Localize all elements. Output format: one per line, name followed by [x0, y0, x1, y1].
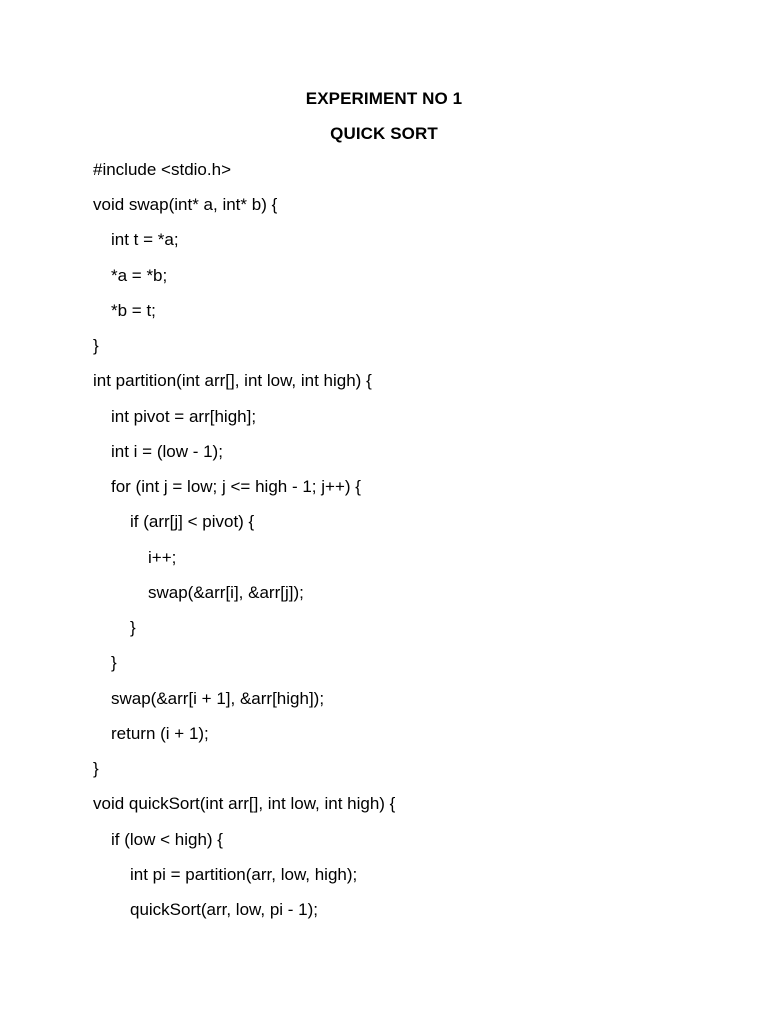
code-line: if (low < high) {	[111, 830, 223, 849]
code-line: }	[111, 653, 117, 672]
code-line: if (arr[j] < pivot) {	[130, 512, 255, 531]
code-line: void quickSort(int arr[], int low, int high) {	[93, 794, 396, 813]
code-line: swap(&arr[i], &arr[j]);	[148, 583, 304, 602]
code-line: }	[93, 759, 99, 778]
code-line: int pi = partition(arr, low, high);	[130, 865, 358, 884]
code-line: int pivot = arr[high];	[111, 407, 257, 426]
code-line: for (int j = low; j <= high - 1; j++) {	[111, 477, 361, 496]
experiment-title: EXPERIMENT NO 1	[305, 89, 463, 108]
experiment-subtitle: QUICK SORT	[330, 124, 438, 143]
code-line: int i = (low - 1);	[111, 442, 223, 461]
code-line: }	[130, 618, 136, 637]
code-line: int partition(int arr[], int low, int high) {	[93, 371, 372, 390]
code-line: void swap(int* a, int* b) {	[93, 195, 278, 214]
code-line: int t = *a;	[111, 230, 179, 249]
code-line: swap(&arr[i + 1], &arr[high]);	[111, 689, 325, 708]
code-line: }	[93, 336, 99, 355]
code-line: return (i + 1);	[111, 724, 209, 743]
code-line: *b = t;	[111, 301, 156, 320]
code-line: quickSort(arr, low, pi - 1);	[130, 900, 319, 919]
code-line: i++;	[148, 548, 177, 567]
code-line: *a = *b;	[111, 266, 168, 285]
code-line: #include <stdio.h>	[93, 160, 231, 179]
